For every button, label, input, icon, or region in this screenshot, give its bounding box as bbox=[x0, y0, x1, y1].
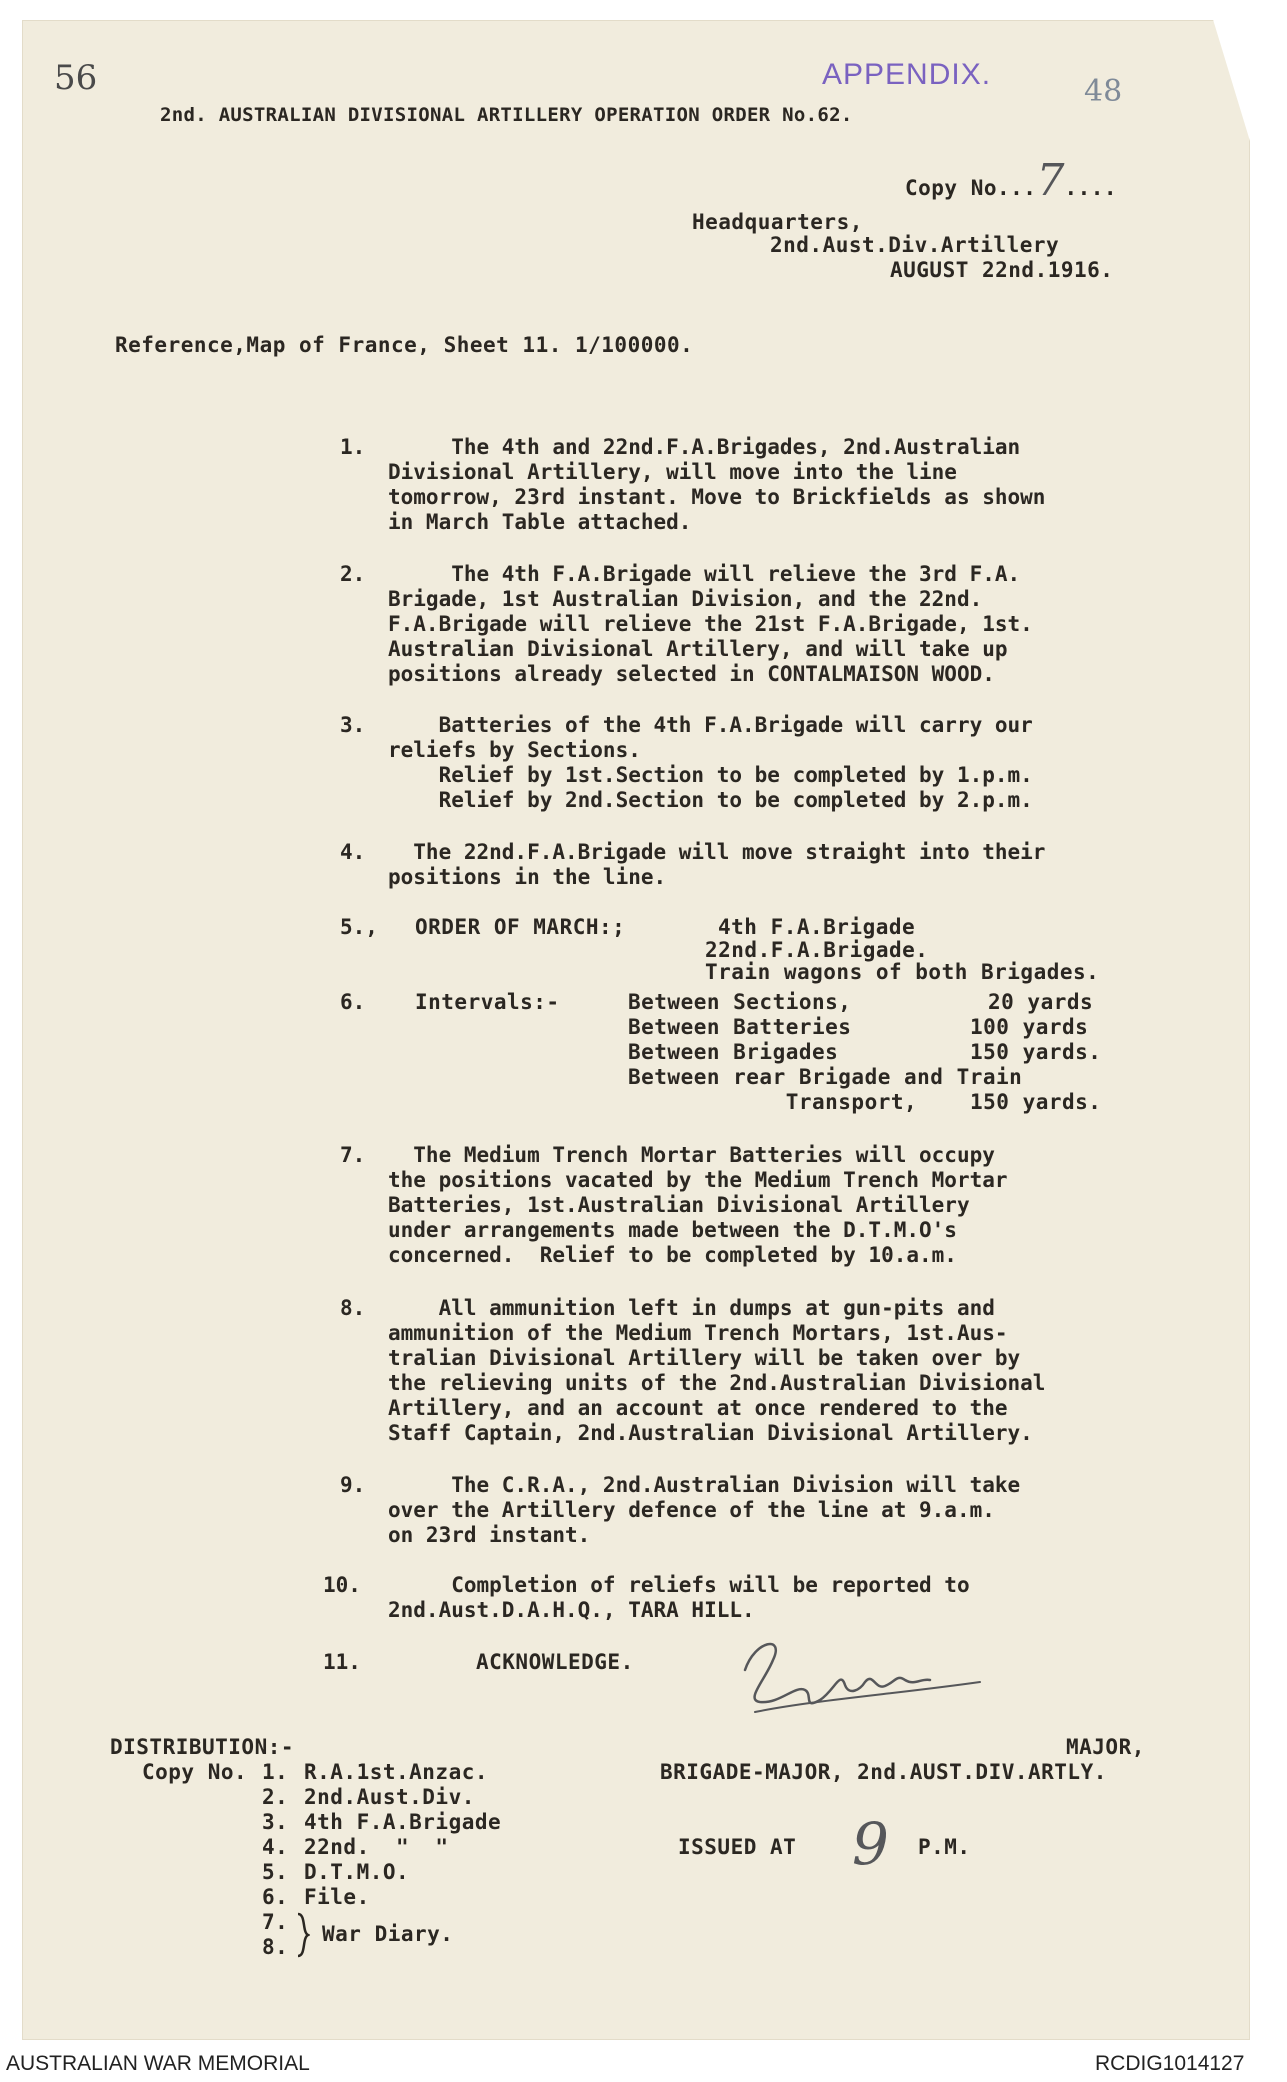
para-7-text bbox=[388, 1143, 1008, 1268]
interval-what: Transport, bbox=[628, 1090, 918, 1114]
para-7-line: the positions vacated by the Medium Trench Mortar bbox=[388, 1168, 1008, 1192]
para-1-line: in March Table attached. bbox=[388, 510, 692, 534]
para-10-line: Completion of reliefs will be reported to bbox=[388, 1573, 970, 1597]
issued-time-handwritten: 9 bbox=[852, 1810, 889, 1878]
page-number-handwritten: 56 bbox=[54, 58, 98, 98]
copy-dots: .... bbox=[1064, 176, 1118, 200]
para-10-number: 10. bbox=[323, 1573, 361, 1597]
copy-number-line bbox=[905, 155, 1117, 206]
distribution-to: 2nd.Aust.Div. bbox=[304, 1785, 475, 1809]
signature-scrawl bbox=[725, 1630, 985, 1720]
para-7-line: under arrangements made between the D.T.M.O's bbox=[388, 1218, 957, 1242]
copy-number-handwritten: 7 bbox=[1036, 155, 1065, 206]
para-6-number: 6. bbox=[340, 990, 366, 1014]
para-8-line: ammunition of the Medium Trench Mortars, 1st.Aus- bbox=[388, 1321, 1008, 1345]
para-3-line: Relief by 1st.Section to be completed by 1.p.m. bbox=[388, 763, 1033, 787]
order-date: AUGUST 22nd.1916. bbox=[890, 258, 1114, 282]
distribution-no: 8. bbox=[262, 1935, 289, 1959]
para-7-line: concerned. Relief to be completed by 10.a.m. bbox=[388, 1243, 957, 1267]
distribution-copy-prefix: Copy No. bbox=[142, 1760, 248, 1784]
copy-label: Copy No... bbox=[905, 176, 1037, 200]
para-2-line: F.A.Brigade will relieve the 21st F.A.Brigade, 1st. bbox=[388, 612, 1033, 636]
para-2-line: Brigade, 1st Australian Division, and the 22nd. bbox=[388, 587, 983, 611]
march-item-2: 22nd.F.A.Brigade. bbox=[705, 938, 929, 962]
para-2-number: 2. bbox=[340, 562, 366, 586]
distribution-no: 1. bbox=[262, 1760, 289, 1784]
para-8-number: 8. bbox=[340, 1296, 366, 1320]
para-8-line: All ammunition left in dumps at gun-pits and bbox=[388, 1296, 995, 1320]
intervals-label: Intervals:- bbox=[415, 990, 560, 1014]
distribution-heading: DISTRIBUTION:- bbox=[110, 1735, 295, 1759]
para-2-line: Australian Divisional Artillery, and will take up bbox=[388, 637, 1008, 661]
acknowledge-text: ACKNOWLEDGE. bbox=[476, 1650, 634, 1674]
para-10-line: 2nd.Aust.D.A.H.Q., TARA HILL. bbox=[388, 1598, 755, 1622]
signature-rank: MAJOR, bbox=[1066, 1735, 1145, 1759]
para-8-line: Staff Captain, 2nd.Australian Divisional Artillery. bbox=[388, 1421, 1033, 1445]
map-reference: Reference,Map of France, Sheet 11. 1/100000. bbox=[115, 333, 694, 357]
distribution-no: 5. bbox=[262, 1860, 289, 1884]
order-of-march-label: ORDER OF MARCH:; bbox=[415, 915, 626, 939]
march-item-1: 4th F.A.Brigade bbox=[718, 915, 916, 939]
para-3-number: 3. bbox=[340, 713, 366, 737]
distribution-no: 6. bbox=[262, 1885, 289, 1909]
para-8-line: tralian Divisional Artillery will be taken over by bbox=[388, 1346, 1021, 1370]
para-11-number: 11. bbox=[323, 1650, 361, 1674]
para-4-line: positions in the line. bbox=[388, 865, 667, 889]
para-3-text bbox=[388, 713, 1033, 813]
distribution-no: 7. bbox=[262, 1910, 289, 1934]
appendix-stamp: APPENDIX. bbox=[822, 58, 992, 91]
signature-title: BRIGADE-MAJOR, 2nd.AUST.DIV.ARTLY. bbox=[660, 1760, 1107, 1784]
para-9-line: The C.R.A., 2nd.Australian Division will take bbox=[388, 1473, 1021, 1497]
para-8-text bbox=[388, 1296, 1045, 1446]
distribution-no: 2. bbox=[262, 1785, 289, 1809]
para-7-line: Batteries, 1st.Australian Divisional Artillery bbox=[388, 1193, 970, 1217]
footer-left: AUSTRALIAN WAR MEMORIAL bbox=[6, 2052, 310, 2075]
distribution-to: D.T.M.O. bbox=[304, 1860, 410, 1884]
para-8-line: the relieving units of the 2nd.Australian Divisional bbox=[388, 1371, 1046, 1395]
war-diary-label: War Diary. bbox=[322, 1922, 454, 1946]
brace-mark bbox=[296, 1912, 310, 1958]
para-10-text bbox=[388, 1573, 970, 1623]
interval-dist: 150 yards. bbox=[970, 1040, 1102, 1064]
issued-suffix: P.M. bbox=[918, 1835, 971, 1859]
para-1-number: 1. bbox=[340, 435, 366, 459]
interval-dist: 150 yards. bbox=[970, 1090, 1102, 1114]
para-5-number: 5., bbox=[340, 915, 378, 939]
distribution-to: 22nd. " " bbox=[304, 1835, 449, 1859]
interval-what: Between Batteries bbox=[628, 1015, 852, 1039]
para-1-text bbox=[388, 435, 1045, 535]
distribution-no: 3. bbox=[262, 1810, 289, 1834]
para-7-number: 7. bbox=[340, 1143, 366, 1167]
interval-what: Between rear Brigade and Train bbox=[628, 1065, 1023, 1089]
interval-dist: 100 yards bbox=[970, 1015, 1089, 1039]
para-1-line: Divisional Artillery, will move into the line bbox=[388, 460, 957, 484]
para-4-number: 4. bbox=[340, 840, 366, 864]
distribution-to: File. bbox=[304, 1885, 370, 1909]
issued-label: ISSUED AT bbox=[678, 1835, 797, 1859]
para-3-line: Relief by 2nd.Section to be completed by 2.p.m. bbox=[388, 788, 1033, 812]
distribution-no: 4. bbox=[262, 1835, 289, 1859]
para-9-line: on 23rd instant. bbox=[388, 1523, 591, 1547]
para-1-line: The 4th and 22nd.F.A.Brigades, 2nd.Australian bbox=[388, 435, 1021, 459]
para-4-text bbox=[388, 840, 1045, 890]
para-9-line: over the Artillery defence of the line at 9.a.m. bbox=[388, 1498, 995, 1522]
para-8-line: Artillery, and an account at once rendered to the bbox=[388, 1396, 1008, 1420]
order-title: 2nd. AUSTRALIAN DIVISIONAL ARTILLERY OPERATION ORDER No.62. bbox=[160, 104, 853, 126]
para-1-line: tomorrow, 23rd instant. Move to Brickfields as shown bbox=[388, 485, 1046, 509]
footer-right: RCDIG1014127 bbox=[1095, 2052, 1245, 2075]
para-2-line: The 4th F.A.Brigade will relieve the 3rd F.A. bbox=[388, 562, 1021, 586]
para-2-text bbox=[388, 562, 1033, 687]
para-2-line: positions already selected in CONTALMAISON WOOD. bbox=[388, 662, 995, 686]
para-3-line: reliefs by Sections. bbox=[388, 738, 641, 762]
hq-line-1: Headquarters, bbox=[692, 210, 863, 234]
para-7-line: The Medium Trench Mortar Batteries will occupy bbox=[388, 1143, 995, 1167]
distribution-to: R.A.1st.Anzac. bbox=[304, 1760, 489, 1784]
folio-number: 48 bbox=[1084, 74, 1123, 109]
hq-line-2: 2nd.Aust.Div.Artillery bbox=[770, 233, 1060, 257]
march-item-3: Train wagons of both Brigades. bbox=[705, 960, 1100, 984]
interval-what: Between Sections, bbox=[628, 990, 852, 1014]
para-3-line: Batteries of the 4th F.A.Brigade will carry our bbox=[388, 713, 1033, 737]
interval-dist: 20 yards bbox=[988, 990, 1094, 1014]
para-9-number: 9. bbox=[340, 1473, 366, 1497]
interval-what: Between Brigades bbox=[628, 1040, 839, 1064]
distribution-to: 4th F.A.Brigade bbox=[304, 1810, 502, 1834]
para-9-text bbox=[388, 1473, 1020, 1548]
para-4-line: The 22nd.F.A.Brigade will move straight into their bbox=[388, 840, 1046, 864]
